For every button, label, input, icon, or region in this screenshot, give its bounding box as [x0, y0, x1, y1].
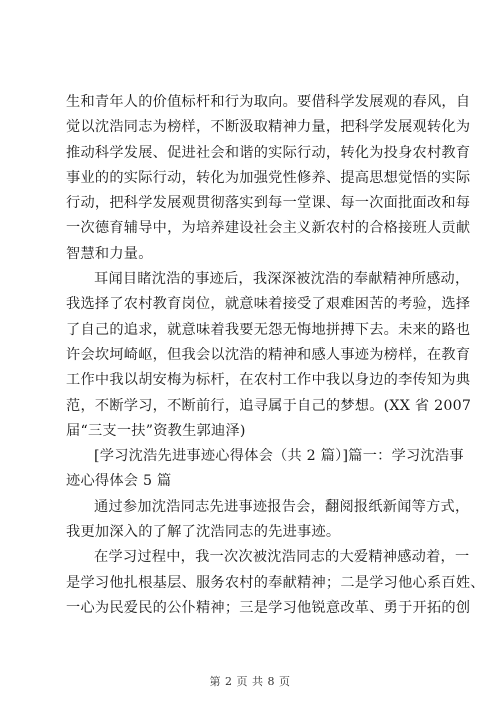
- page-number-footer: 第 2 页 共 8 页: [209, 675, 291, 688]
- section-heading-line: 迹心得体会 5 篇: [66, 473, 172, 490]
- text-line: 事业的的实际行动，转化为加强党性修养、提高思想觉悟的实际: [66, 169, 471, 186]
- text-line: 一次德育辅导中，为培养建设社会主义新农村的合格接班人贡献: [66, 220, 471, 237]
- text-line: 是学习他扎根基层、服务农村的奉献精神；二是学习他心系百姓、: [66, 574, 485, 591]
- text-line: 推动科学发展、促进社会和谐的实际行动，转化为投身农村教育: [66, 144, 471, 161]
- text-line: 行动，把科学发展观贯彻落实到每一堂课、每一次面批面改和每: [66, 195, 471, 212]
- text-line: 生和青年人的价值标杆和行为取向。要借科学发展观的春风，自: [66, 94, 471, 110]
- text-line: 智慧和力量。: [66, 245, 153, 262]
- text-line: 工作中我以胡安梅为标杆，在农村工作中我以身边的李传知为典: [66, 372, 471, 389]
- text-line: 我更加深入的了解了沈浩同志的先进事迹。: [66, 524, 341, 541]
- text-line: 一心为民爱民的公仆精神；三是学习他锐意改革、勇于开拓的创: [66, 599, 471, 616]
- section-heading-line: [学习沈浩先进事迹心得体会（共 2 篇）]篇一：学习沈浩事: [94, 448, 464, 465]
- text-line: 耳闻目睹沈浩的事迹后，我深深被沈浩的奉献精神所感动，: [94, 271, 470, 288]
- text-line: 届“三支一扶”资教生郭迪泽): [66, 422, 246, 439]
- text-line: 我选择了农村教育岗位，就意味着接受了艰难困苦的考验，选择: [66, 296, 471, 313]
- text-line: 范，不断学习，不断前行，追寻属于自己的梦想。(XX 省 2007: [66, 397, 472, 414]
- text-line: 许会坎坷崎岖，但我会以沈浩的精神和感人事迹为榜样，在教育: [66, 346, 471, 363]
- text-line: 了自己的追求，就意味着我要无怨无悔地拼搏下去。未来的路也: [66, 321, 471, 338]
- text-line: 通过参加沈浩同志先进事迹报告会，翻阅报纸新闻等方式，: [94, 498, 470, 515]
- text-line: 觉以沈浩同志为榜样，不断汲取精神力量，把科学发展观转化为: [66, 119, 471, 136]
- text-line: 在学习过程中，我一次次被沈浩同志的大爱精神感动着，一: [94, 549, 470, 566]
- body-text: [66, 90, 485, 621]
